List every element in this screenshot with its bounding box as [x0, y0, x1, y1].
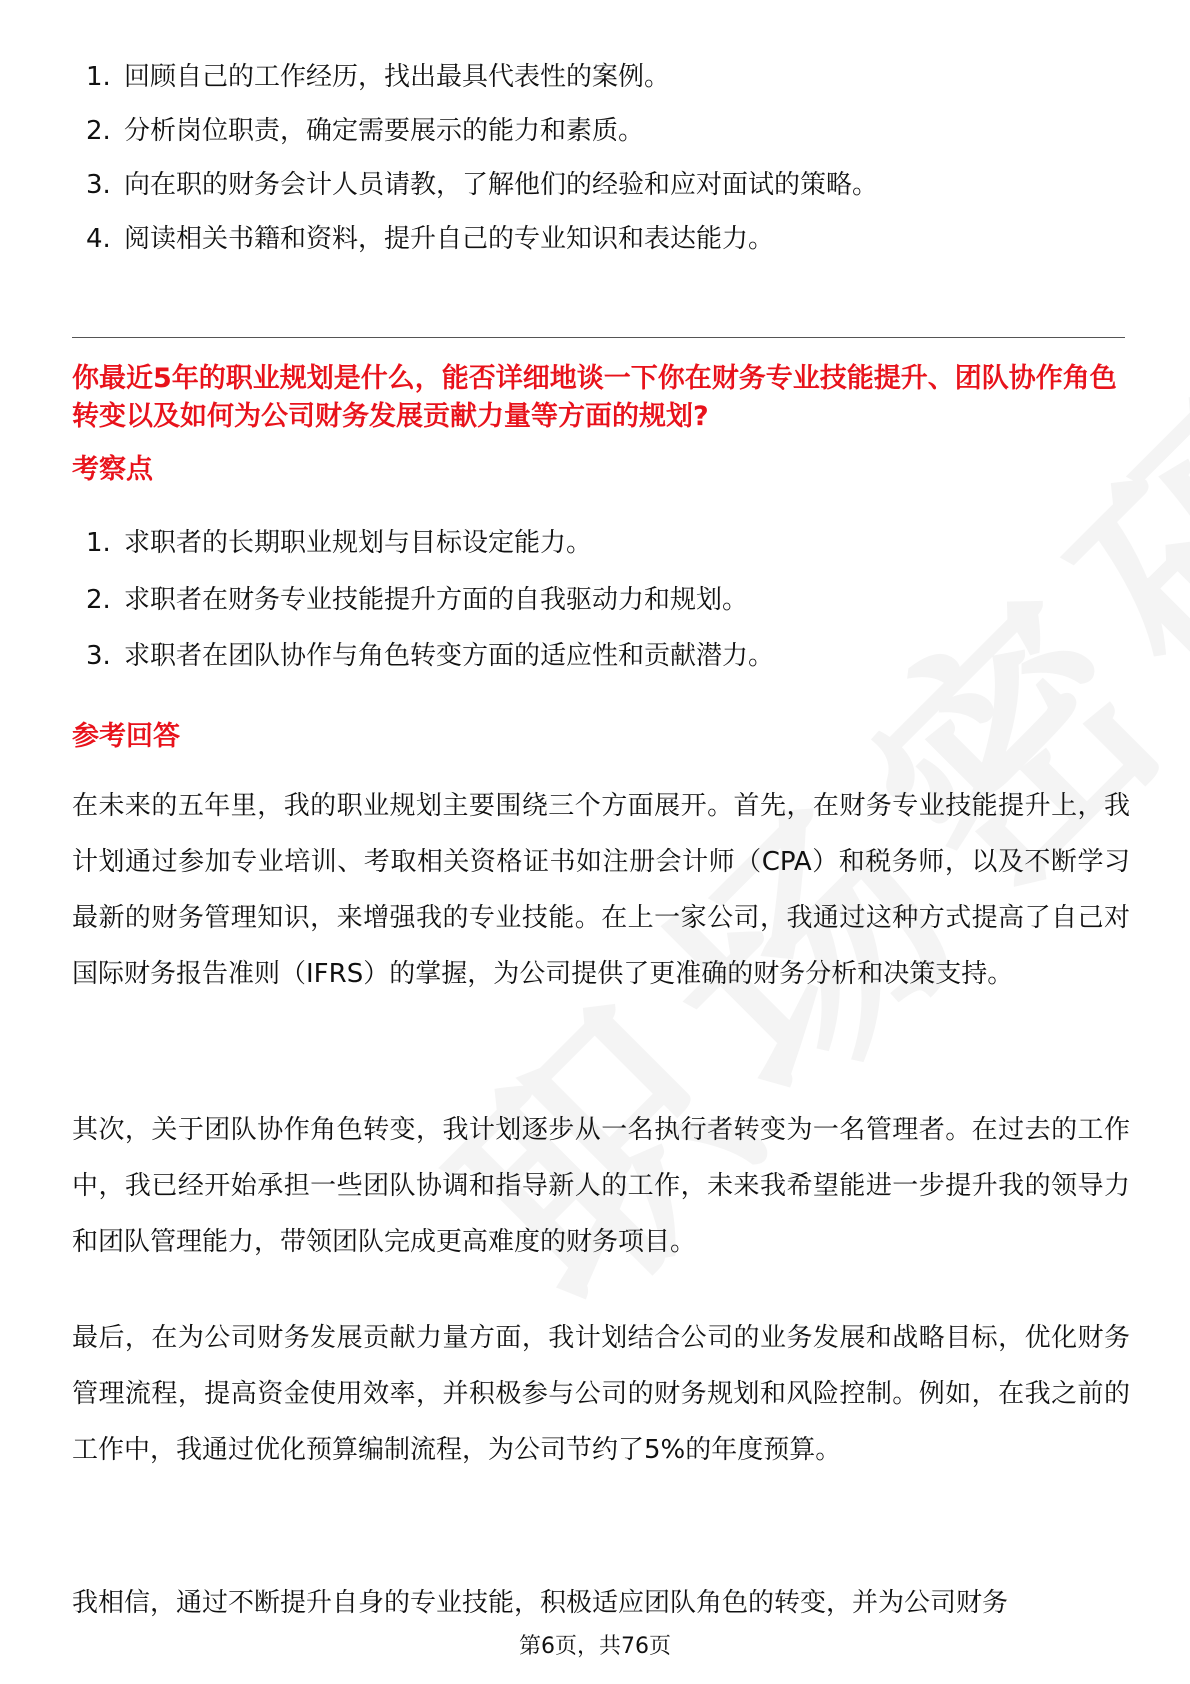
list-number: 1.	[86, 62, 111, 92]
list-item	[72, 583, 1132, 617]
answer-paragraph: 其次，关于团队协作角色转变，我计划逐步从一名执行者转变为一名管理者。在过去的工作中，我已经开始承担一些团队协调和指导新人的工作，未来我希望能进一步提升我的领导力和团队管理能力，带领团队完成更高难度的财务项目。	[72, 1115, 1130, 1257]
assessment-title: 考察点	[72, 454, 153, 485]
list-text: 求职者的长期职业规划与目标设定能力。	[124, 528, 593, 558]
answer-title: 参考回答	[72, 721, 180, 752]
answer-paragraph: 我相信，通过不断提升自身的专业技能，积极适应团队角色的转变，并为公司财务	[72, 1588, 1009, 1618]
list-number: 3.	[86, 170, 111, 200]
list-text: 向在职的财务会计人员请教，了解他们的经验和应对面试的策略。	[124, 170, 879, 200]
page-footer: 第6页，共76页	[519, 1634, 671, 1659]
list-item	[72, 222, 1132, 256]
list-text: 回顾自己的工作经历，找出最具代表性的案例。	[124, 62, 671, 92]
answer-paragraph: 最后，在为公司财务发展贡献力量方面，我计划结合公司的业务发展和战略目标，优化财务管理流程，提高资金使用效率，并积极参与公司的财务规划和风险控制。例如，在我之前的工作中，我通过优化预算编制流程，为公司节约了5%的年度预算。	[72, 1323, 1130, 1465]
answer-paragraph: 在未来的五年里，我的职业规划主要围绕三个方面展开。首先，在财务专业技能提升上，我计划通过参加专业培训、考取相关资格证书如注册会计师（CPA）和税务师，以及不断学习最新的财务管理知识，来增强我的专业技能。在上一家公司，我通过这种方式提高了自己对国际财务报告准则（IFRS）的掌握，为公司提供了更准确的财务分析和决策支持。	[72, 791, 1130, 989]
list-item	[72, 60, 1132, 94]
list-item	[72, 114, 1132, 148]
list-number: 2.	[86, 116, 111, 146]
list-text: 分析岗位职责，确定需要展示的能力和素质。	[124, 116, 645, 146]
list-number: 4.	[86, 224, 111, 254]
list-text: 阅读相关书籍和资料，提升自己的专业知识和表达能力。	[124, 224, 775, 254]
section-divider	[72, 337, 1125, 338]
list-number: 3.	[86, 641, 111, 671]
list-item	[72, 639, 1132, 673]
list-number: 1.	[86, 528, 111, 558]
list-text: 求职者在财务专业技能提升方面的自我驱动力和规划。	[124, 585, 749, 615]
list-item	[72, 168, 1132, 202]
list-item	[72, 526, 1132, 560]
list-number: 2.	[86, 585, 111, 615]
list-text: 求职者在团队协作与角色转变方面的适应性和贡献潜力。	[124, 641, 775, 671]
interview-question: 你最近5年的职业规划是什么，能否详细地谈一下你在财务专业技能提升、团队协作角色转变以及如何为公司财务发展贡献力量等方面的规划?	[72, 363, 1117, 432]
